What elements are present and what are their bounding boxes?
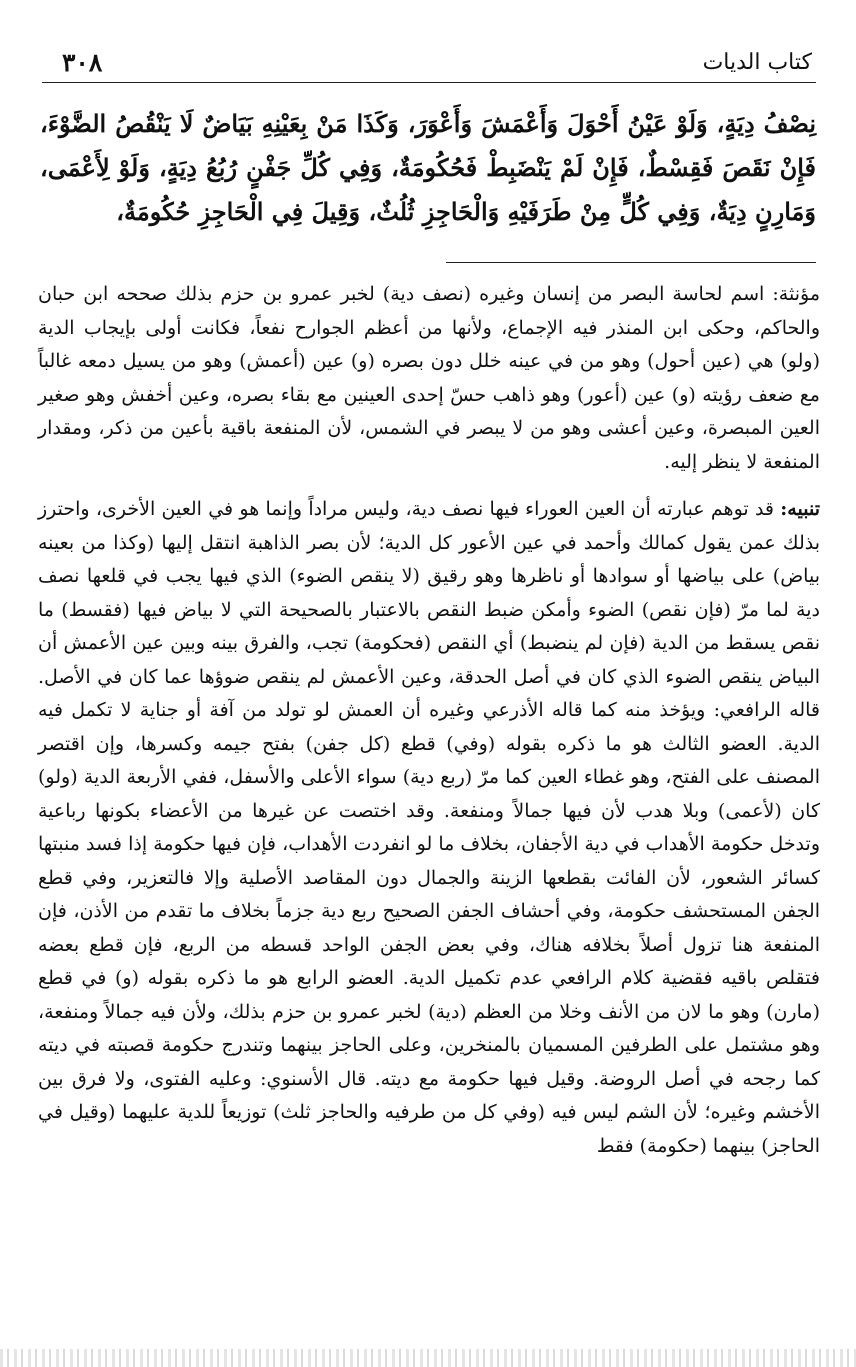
footnote-divider <box>446 262 816 263</box>
main-text <box>40 102 816 234</box>
scan-noise-edge <box>0 1349 856 1367</box>
commentary <box>38 278 820 1163</box>
running-title: كتاب الديات <box>702 50 812 75</box>
note-text: قد توهم عبارته أن العين العوراء فيها نصف دية، وليس مراداً وإنما هو في العين الأخرى، واحترز بذلك عمن يقول كمالك وأحمد في عين الأعور كل الدية؛ لأن بصر الذاهبة انتقل إليها (وكذا من بعينه بياض) على بياضها أو سوادها أو ناظرها وهو رقيق (لا ينقص الضوء) الذي فيها يجب في قلعها نصف دية لما مرّ (فإن نقص) الضوء وأمكن ضبط النقص بالاعتبار بالصحيحة التي لا بياض فيها (فقسط) ما نقص يسقط من الدية (فإن لم ينضبط) أي النقص (فحكومة) تجب، والفرق بينه وبين عين الأعمش أن البياض ينقص الضوء الذي كان في أصل الحدقة، وعين الأعمش لم ينقص ضوؤها عما كان في الأصل. قاله الرافعي: ويؤخذ منه كما قاله الأذرعي وغيره أن العمش لو تولد من آفة أو جناية لا تكمل فيه الدية. العضو الثالث هو ما ذكره بقوله (وفي) قطع (كل جفن) بفتح جيمه وكسرها، وإن اقتصر المصنف على الفتح، وهو غطاء العين كما مرّ (ربع دية) سواء الأعلى والأسفل، ففي الأربعة الدية (ولو) كان (لأعمى) وبلا هدب لأن فيها جمالاً ومنفعة. وقد اختصت عن غيرها من الأعضاء بكونها رباعية وتدخل حكومة الأهداب في دية الأجفان، بخلاف ما لو انفردت الأهداب، فإن فيها حكومة إذا فسد منبتها كسائر الشعور، لأن الفائت بقطعها الزينة والجمال دون المقاصد الأصلية وإلا فالتعزير، وفي قطع الجفن المستحشف حكومة، وفي أحشاف الجفن الصحيح ربع دية جزماً بخلاف ما تقدم من الأذن، فإن المنفعة هنا تزول أصلاً بخلافه هناك، وفي بعض الجفن الواحد قسطه من الربع، فإن قطع بعضه فتقلص باقيه فقضية كلام الرافعي عدم تكميل الدية. العضو الرابع هو ما ذكره بقوله (و) في قطع (مارن) وهو ما لان من الأنف وخلا من العظم (دية) لخبر عمرو بن حزم بذلك، ولأن فيه جمالاً ومنفعة، وهو مشتمل على الطرفين المسميان بالمنخرين، وعلى الحاجز بينهما وتندرج حكومة قصبته في ديته كما رجحه في أصل الروضة. وقيل فيها حكومة مع ديته. قال الأسنوي: وعليه الفتوى، ولا فرق بين الأخشم وغيره؛ لأن الشم ليس فيه (وفي كل من طرفيه والحاجز ثلث) توزيعاً للدية عليهما (وقيل في الحاجز) بينهما (حكومة) فقط <box>38 498 820 1157</box>
commentary-paragraph: مؤنثة: اسم لحاسة البصر من إنسان وغيره (نصف دية) لخبر عمرو بن حزم بذلك صححه ابن حبان والحاكم، وحكى ابن المنذر فيه الإجماع، ولأنها من أعظم الجوارح نفعاً، فكانت أولى بإيجاب الدية (ولو) هي (عين أحول) وهو من في عينه خلل دون بصره (و) عين (أعمش) وهو من يسيل دمعه غالباً مع ضعف رؤيته (و) عين (أعور) وهو ذاهب حسّ إحدى العينين مع بقاء بصره، وعين أخفش وهو صغير العين المبصرة، وعين أعشى وهو من لا يبصر في الشمس، لأن المنفعة باقية بأعين من ذكر، ومقدار المنفعة لا ينظر إليه. <box>38 283 820 473</box>
note-paragraph <box>38 493 820 1163</box>
note-label: تنبيه: <box>780 498 820 520</box>
page-header <box>42 42 816 83</box>
page-number: ٣٠٨ <box>62 48 103 77</box>
main-text-paragraph: نِصْفُ دِيَةٍ، وَلَوْ عَيْنُ أَحْوَلَ وَأَعْمَشَ وَأَعْوَرَ، وَكَذَا مَنْ بِعَيْنِهِ بَيَاضٌ لَا يَنْقُصُ الضَّوْءَ، فَإِنْ نَقَصَ فَقِسْطٌ، فَإِنْ لَمْ يَنْضَبِطْ فَحُكُومَةٌ، وَفِي كُلِّ جَفْنٍ رُبُعُ دِيَةٍ، وَلَوْ لِأَعْمَى، وَمَارِنٍ دِيَةٌ، وَفِي كُلٍّ مِنْ طَرَفَيْهِ وَالْحَاجِزِ ثُلُثٌ، وَقِيلَ فِي الْحَاجِزِ حُكُومَةٌ، <box>40 109 816 226</box>
